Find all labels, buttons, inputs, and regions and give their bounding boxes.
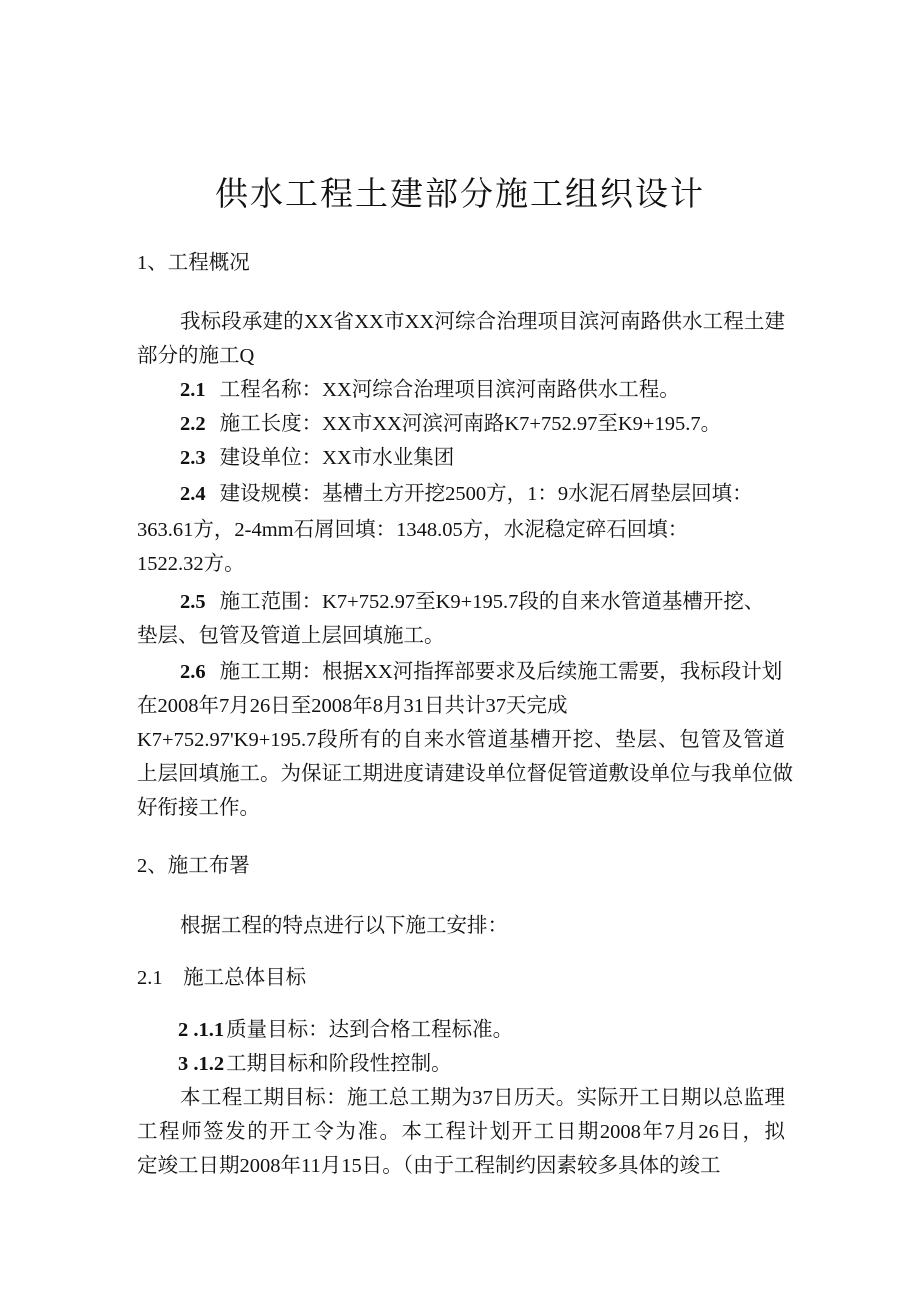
item-text: 施工工期：根据XX河指挥部要求及后续施工需要，我标段计划 bbox=[219, 661, 783, 683]
subsection-heading: 2.1 施工总体目标 bbox=[137, 967, 307, 989]
paragraph-line: 好衔接工作。 bbox=[137, 797, 260, 819]
paragraph-line: 我标段承建的XX省XX市XX河综合治理项目滨河南路供水工程土建 bbox=[180, 311, 785, 333]
list-item bbox=[180, 659, 782, 685]
item-text: 建设规模：基槽土方开挖2500方，1：9水泥石屑垫层回填： bbox=[219, 483, 753, 505]
item-number: 2.1 bbox=[180, 379, 206, 401]
item-number: 2.4 bbox=[180, 483, 206, 505]
item-text: 施工范围：K7+752.97至K9+195.7段的自来水管道基槽开挖、 bbox=[219, 591, 765, 613]
list-item bbox=[178, 1051, 452, 1077]
paragraph-line: 根据工程的特点进行以下施工安排： bbox=[180, 915, 508, 937]
list-item bbox=[180, 377, 680, 403]
document-title: 供水工程土建部分施工组织设计 bbox=[215, 177, 705, 213]
item-number: 2.2 bbox=[180, 413, 206, 435]
item-text: 工期目标和阶段性控制。 bbox=[226, 1053, 452, 1075]
paragraph-line: 部分的施工Q bbox=[137, 345, 255, 367]
item-text: 工程名称：XX河综合治理项目滨河南路供水工程。 bbox=[219, 379, 680, 401]
item-number: 2.3 bbox=[180, 447, 206, 469]
item-text: 施工长度：XX市XX河滨河南路K7+752.97至K9+195.7。 bbox=[219, 413, 722, 435]
list-item bbox=[178, 1017, 513, 1043]
paragraph-line: 本工程工期目标：施工总工期为37日历天。实际开工日期以总监理 bbox=[180, 1087, 785, 1109]
section-heading: 1、工程概况 bbox=[137, 252, 250, 274]
paragraph-line: 工程师签发的开工令为准。本工程计划开工日期2008年7月26日，拟 bbox=[137, 1121, 785, 1143]
item-number: 2 .1.1 bbox=[178, 1019, 225, 1041]
item-text: 建设单位：XX市水业集团 bbox=[219, 447, 455, 469]
paragraph-line: K7+752.97'K9+195.7段所有的自来水管道基槽开挖、垫层、包管及管道 bbox=[137, 729, 785, 751]
list-item bbox=[180, 445, 454, 471]
section-heading: 2、施工布署 bbox=[137, 855, 250, 877]
item-number: 3 .1.2 bbox=[178, 1053, 225, 1075]
paragraph-line: 1522.32方。 bbox=[137, 553, 245, 575]
paragraph-line: 上层回填施工。为保证工期进度请建设单位督促管道敷设单位与我单位做 bbox=[137, 763, 793, 785]
paragraph-line: 垫层、包管及管道上层回填施工。 bbox=[137, 625, 445, 647]
paragraph-line: 定竣工日期2008年11月15日。（由于工程制约因素较多具体的竣工 bbox=[137, 1155, 721, 1177]
item-number: 2.5 bbox=[180, 591, 206, 613]
item-text: 质量目标：达到合格工程标准。 bbox=[226, 1019, 514, 1041]
item-number: 2.6 bbox=[180, 661, 206, 683]
list-item bbox=[180, 481, 753, 507]
paragraph-line: 在2008年7月26日至2008年8月31日共计37天完成 bbox=[137, 695, 568, 717]
paragraph-line: 363.61方，2-4mm石屑回填：1348.05方，水泥稳定碎石回填： bbox=[137, 519, 689, 541]
list-item bbox=[180, 411, 721, 437]
list-item bbox=[180, 589, 764, 615]
